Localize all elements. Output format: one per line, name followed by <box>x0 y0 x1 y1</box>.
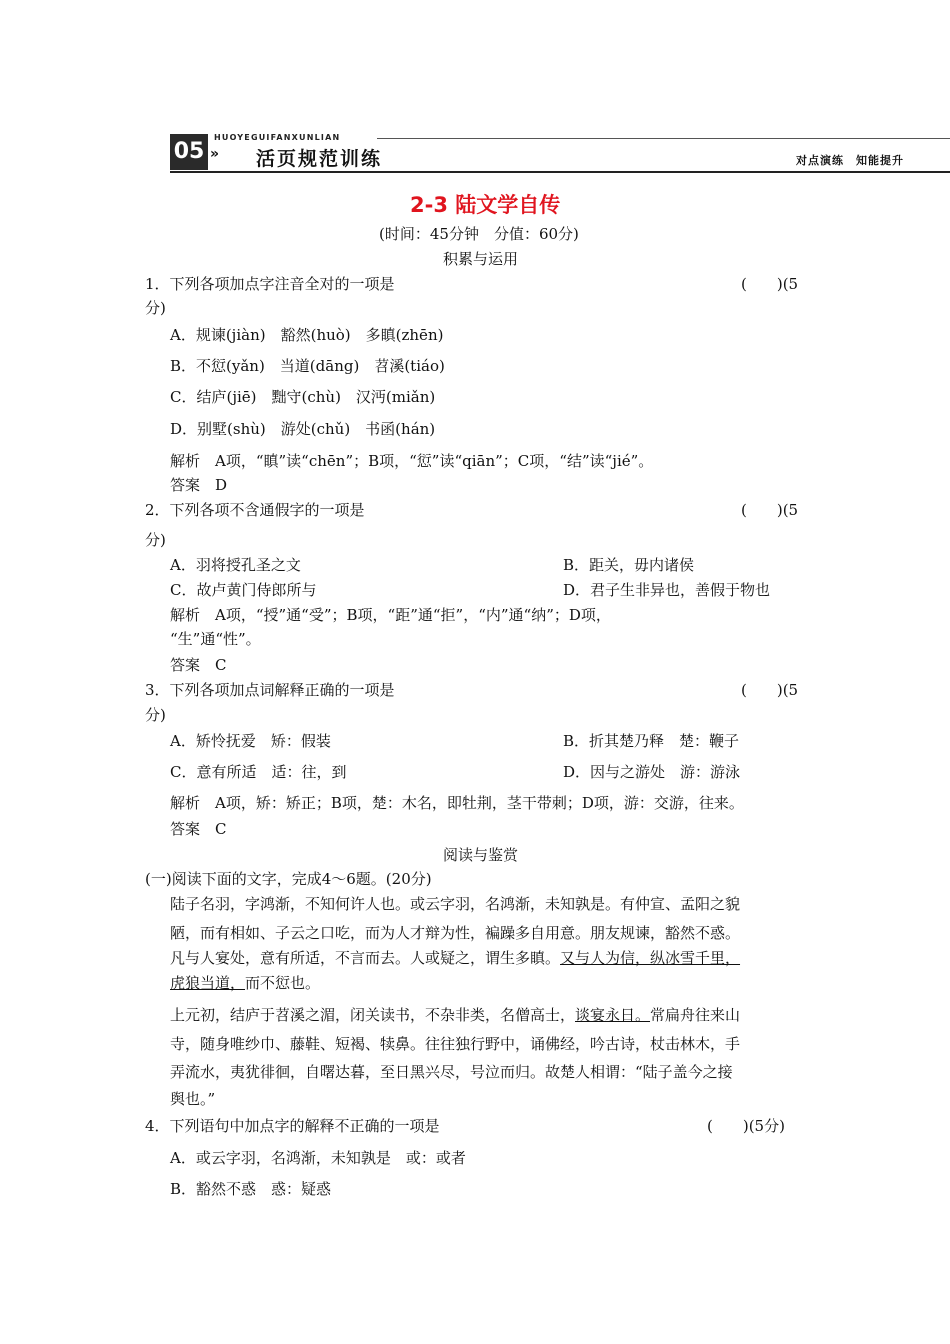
q2-option-c: C．故卢黄门侍郎所与 <box>170 581 317 599</box>
q1-stem: 1．下列各项加点字注音全对的一项是 <box>145 275 395 293</box>
passage-p1-line2: 陋，而有相如、子云之口吃，而为人才辩为性，褊躁多自用意。朋友规谏，豁然不惑。 <box>170 924 741 942</box>
double-chevron-icon: » <box>210 146 220 162</box>
q1-score-cont: 分) <box>145 299 166 317</box>
q2-answer: 答案 C <box>170 656 227 674</box>
q2-analysis-line2: “生”通“性”。 <box>170 630 261 648</box>
passage-p1-line3 <box>170 947 740 968</box>
q1-answer: 答案 D <box>170 476 228 494</box>
q2-analysis-line1: 解析 A项，“授”通“受”；B项，“距”通“拒”，“内”通“纳”；D项， <box>170 606 611 624</box>
q2-option-d: D．君子生非异也，善假于物也 <box>563 581 771 599</box>
q1-analysis: 解析 A项，“瞋”读“chēn”；B项，“愆”读“qiān”；C项，“结”读“jié”。 <box>170 452 654 470</box>
underlined-sentence-part1: 又与人为信，纵冰雪千里， <box>560 949 741 967</box>
q3-option-a: A．矫怜抚爱 矫：假装 <box>170 732 331 750</box>
q4-score: ( )(5分) <box>707 1117 785 1135</box>
q3-option-d: D．因与之游处 游：游泳 <box>563 763 741 781</box>
time-score-meta: (时间：45分钟 分值：60分) <box>379 225 579 243</box>
q2-score-cont: 分) <box>145 531 166 549</box>
passage-p1-line4-text: 而不愆也。 <box>245 974 321 992</box>
header-title: 活页规范训练 <box>256 148 383 170</box>
header-pinyin: HUOYEGUIFANXUNLIAN <box>214 133 341 142</box>
passage-p2-line1 <box>170 1004 740 1025</box>
q1-option-d: D．别墅(shù) 游处(chǔ) 书函(hán) <box>170 420 436 438</box>
q1-option-b: B．不愆(yǎn) 当道(dāng) 苕溪(tiáo) <box>170 357 445 375</box>
q3-stem: 3．下列各项加点词解释正确的一项是 <box>145 681 395 699</box>
passage-p2-line4: 舆也。” <box>170 1090 216 1108</box>
q4-option-a: A．或云字羽，名鸿渐，未知孰是 或：或者 <box>170 1149 466 1167</box>
underlined-sentence-part2: 虎狼当道， <box>170 974 246 992</box>
q3-analysis: 解析 A项，矫：矫正；B项，楚：木名，即牡荆，茎干带刺；D项，游：交游，往来。 <box>170 794 744 812</box>
q4-option-b: B．豁然不惑 惑：疑惑 <box>170 1180 332 1198</box>
q3-answer: 答案 C <box>170 820 227 838</box>
passage-p1-line1: 陆子名羽，字鸿渐，不知何许人也。或云字羽，名鸿渐，未知孰是。有仲宣、孟阳之貌 <box>170 895 741 913</box>
q1-option-a: A．规谏(jiàn) 豁然(huò) 多瞋(zhēn) <box>170 326 444 344</box>
section-heading-accumulation: 积累与运用 <box>443 250 519 268</box>
q3-score: ( )(5 <box>741 681 799 699</box>
underlined-phrase: 谈宴永日。 <box>575 1006 651 1024</box>
header-rule-bottom <box>170 171 950 173</box>
q1-option-c: C．结庐(jiē) 黜守(chù) 汉沔(miǎn) <box>170 388 436 406</box>
section-heading-reading: 阅读与鉴赏 <box>443 846 519 864</box>
passage-intro: (一)阅读下面的文字，完成4～6题。(20分) <box>145 870 432 888</box>
passage-p2-line2: 寺，随身唯纱巾、藤鞋、短褐、犊鼻。往往独行野中，诵佛经，吟古诗，杖击林木，手 <box>170 1035 741 1053</box>
header-slogan: 对点演练 知能提升 <box>796 154 904 167</box>
q2-stem: 2．下列各项不含通假字的一项是 <box>145 501 365 519</box>
passage-p2-line1-tail: 常扁舟往来山 <box>650 1006 741 1024</box>
chapter-number: 05 <box>170 134 208 170</box>
q1-score: ( )(5 <box>741 275 799 293</box>
q2-option-b: B．距关，毋内诸侯 <box>563 556 695 574</box>
header-rule-top <box>377 138 950 139</box>
page-title: 2-3 陆文学自传 <box>410 193 561 217</box>
q2-option-a: A．羽将授孔圣之文 <box>170 556 301 574</box>
passage-p1-line4 <box>170 972 320 993</box>
q3-option-b: B．折其楚乃释 楚：鞭子 <box>563 732 740 750</box>
passage-p1-line3-text: 凡与人宴处，意有所适，不言而去。人或疑之，谓生多瞋。 <box>170 949 561 967</box>
passage-p2-line1-text: 上元初，结庐于苕溪之湄，闭关读书，不杂非类，名僧高士， <box>170 1006 576 1024</box>
q3-option-c: C．意有所适 适：往，到 <box>170 763 347 781</box>
q4-stem: 4．下列语句中加点字的解释不正确的一项是 <box>145 1117 440 1135</box>
q3-score-cont: 分) <box>145 706 166 724</box>
passage-p2-line3: 弄流水，夷犹徘徊，自曙达暮，至日黑兴尽，号泣而归。故楚人相谓：“陆子盖今之接 <box>170 1063 733 1081</box>
q2-score: ( )(5 <box>741 501 799 519</box>
